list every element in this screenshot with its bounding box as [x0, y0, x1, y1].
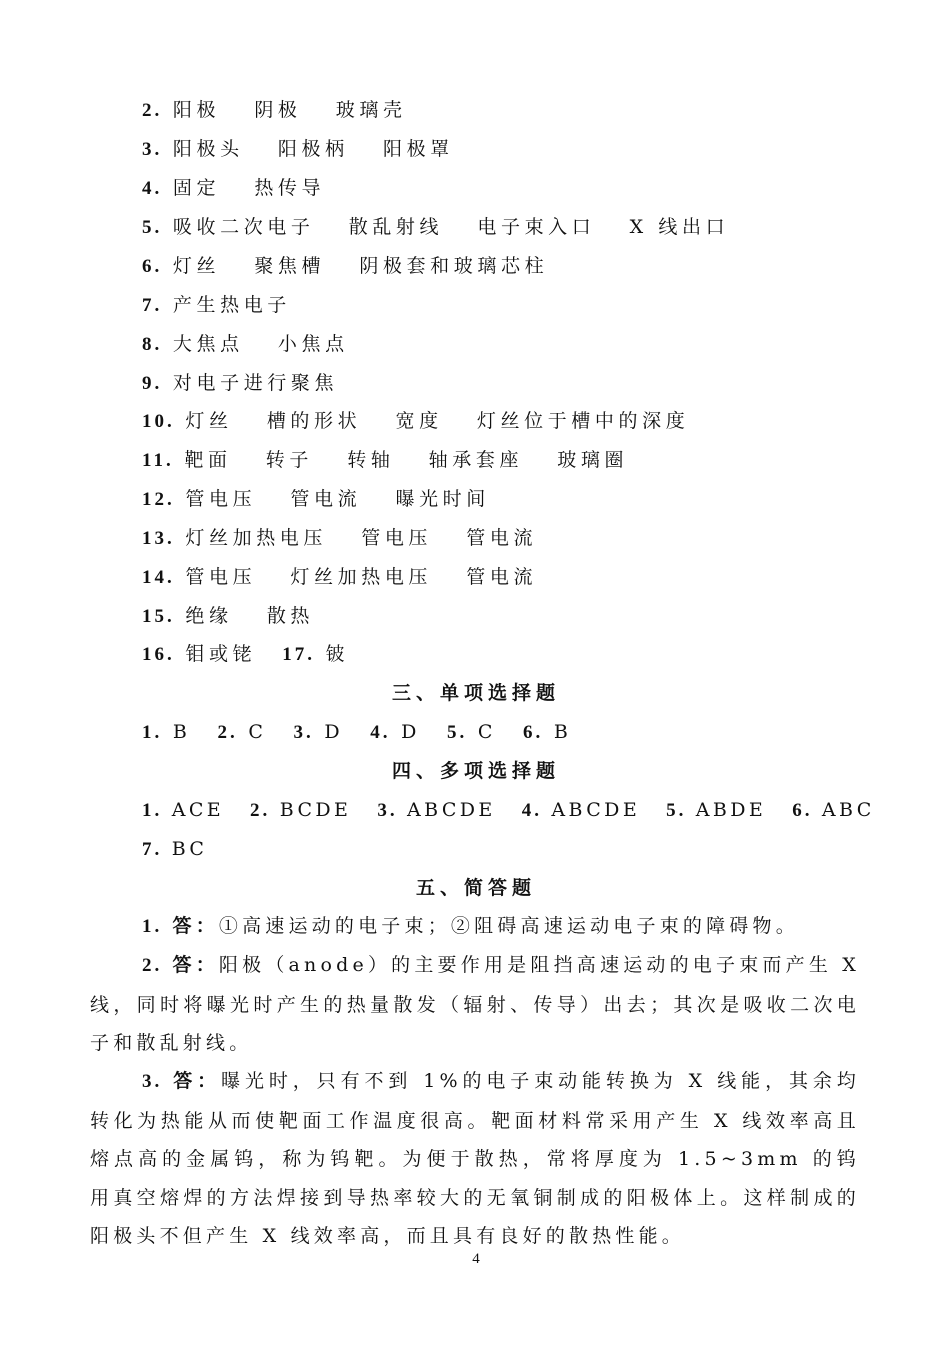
section-heading-single-choice: 三、单项选择题 [391, 682, 560, 704]
fill-answer-4: 4. 固定 热传导 [142, 177, 326, 199]
fill-answer-7: 7. 产生热电子 [142, 294, 291, 316]
fill-answer-3: 3. 阳极头 阳极柄 阳极罩 [142, 138, 454, 160]
fill-answer-2: 2. 阳极 阴极 玻璃壳 [142, 99, 407, 121]
fill-answer-15: 15. 绝缘 散热 [142, 605, 315, 627]
fill-answer-8: 8. 大焦点 小焦点 [142, 333, 349, 355]
fill-answer-14: 14. 管电压 灯丝加热电压 管电流 [142, 566, 538, 588]
fill-answer-13: 13. 灯丝加热电压 管电压 管电流 [142, 527, 538, 549]
fill-answer-16-17: 16. 钼或铑 17. 铍 [142, 643, 350, 665]
fill-answer-6: 6. 灯丝 聚焦槽 阴极套和玻璃芯柱 [142, 255, 549, 277]
multiple-choice-answers-row2: 7. BC [142, 838, 208, 860]
short-answer-1: 1. 答：①高速运动的电子束；②阻碍高速运动电子束的障碍物。 [142, 915, 799, 937]
fill-answer-11: 11. 靶面 转子 转轴 轴承套座 玻璃圈 [142, 449, 629, 471]
multiple-choice-answers-row1: 1. ACE 2. BCDE 3. ABCDE 4. ABCDE 5. ABDE 6. ABC [142, 799, 875, 821]
section-heading-short-answer: 五、简答题 [415, 877, 536, 899]
section-heading-multiple-choice: 四、多项选择题 [391, 760, 560, 782]
page-number: 4 [472, 1251, 480, 1267]
short-answer-2: 2. 答：阳极（anode）的主要作用是阻挡高速运动的电子束而产生 X 线，同时将曝光时产生的热量散发（辐射、传导）出去；其次是吸收二次电子和散乱射线。 [90, 954, 860, 1055]
fill-answer-9: 9. 对电子进行聚焦 [142, 372, 339, 394]
fill-answer-12: 12. 管电压 管电流 曝光时间 [142, 488, 490, 510]
short-answer-3: 3. 答：曝光时，只有不到 1%的电子束动能转换为 X 线能，其余均转化为热能从而使靶面工作温度很高。靶面材料常采用产生 X 线效率高且熔点高的金属钨，称为钨靶。为便于散热，常将厚度为 1.5~3mm 的钨用真空熔焊的方法焊接到导热率较大的无氧铜制成的阳极体上。这样制成的阳极头不但产生 X 线效率高，而且具有良好的散热性能。 [90, 1070, 860, 1248]
single-choice-answers: 1. B 2. C 3. D 4. D 5. C 6. B [142, 721, 573, 743]
fill-answer-10: 10. 灯丝 槽的形状 宽度 灯丝位于槽中的深度 [142, 410, 690, 432]
fill-answer-5: 5. 吸收二次电子 散乱射线 电子束入口 X 线出口 [142, 216, 730, 238]
